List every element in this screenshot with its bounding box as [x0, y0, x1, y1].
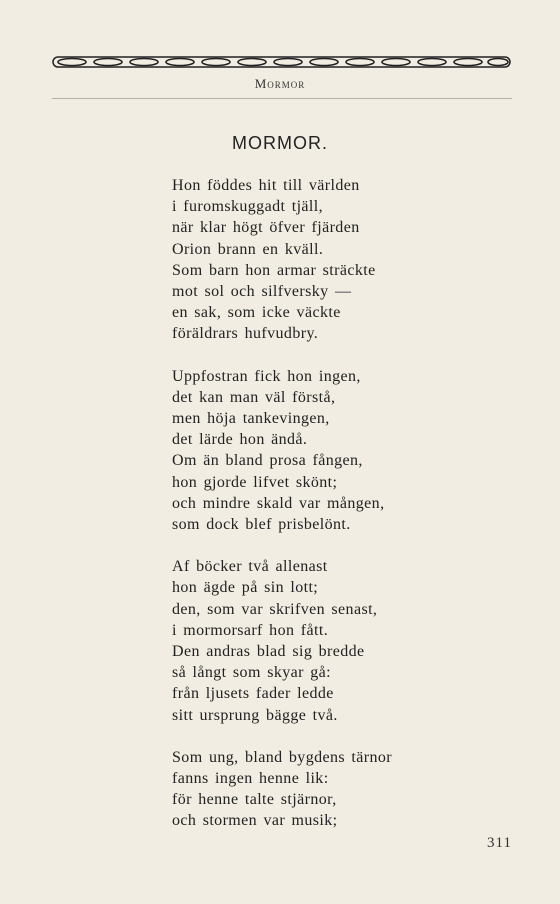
poem-line: och stormen var musik; [172, 812, 338, 830]
poem-line: hon gjorde lifvet skönt; [172, 473, 338, 491]
poem-line: Som ung, bland bygdens tärnor [172, 748, 393, 766]
poem-line: mot sol och silfversky — [172, 283, 352, 301]
poem-title: MORMOR. [232, 133, 328, 153]
stanza [172, 175, 512, 345]
poem-line: i mormorsarf hon fått. [172, 621, 329, 639]
poem-line: Hon föddes hit till världen [172, 177, 360, 194]
poem-line: hon ägde på sin lott; [172, 579, 319, 597]
poem-line: det lärde hon ändå. [172, 431, 308, 449]
stanza [172, 747, 512, 832]
poem-line: och mindre skald var mången, [172, 494, 385, 512]
poem-line: som dock blef prisbelönt. [172, 516, 351, 534]
poem-line: i furomskuggadt tjäll, [172, 198, 324, 216]
poem-line: Den andras blad sig bredde [172, 643, 365, 661]
poem-line: sitt ursprung bägge två. [172, 706, 338, 724]
poem-line: men höja tankevingen, [172, 410, 330, 428]
poem-line: Orion brann en kväll. [172, 240, 324, 258]
stanza [172, 556, 512, 726]
poem-line: föräldrars hufvudbry. [172, 325, 319, 343]
poem-line: fanns ingen henne lik: [172, 770, 329, 788]
poem-line: Af böcker två allenast [172, 558, 328, 576]
header-rule [52, 98, 512, 99]
poem-line: det kan man väl förstå, [172, 388, 336, 406]
poem-line: en sak, som icke väckte [172, 304, 341, 322]
poem-line: den, som var skrifven senast, [172, 600, 378, 618]
poem-body [172, 175, 512, 853]
poem-line: Uppfostran fick hon ingen, [172, 367, 361, 385]
poem-line: Som barn hon armar sträckte [172, 261, 376, 279]
chain-ornament-header [52, 55, 512, 69]
stanza [172, 366, 512, 536]
page-number: 311 [487, 835, 512, 851]
poem-line: Om än bland prosa fången, [172, 452, 363, 470]
running-head: Mormor [254, 76, 306, 91]
poem-line: från ljusets fader ledde [172, 685, 334, 703]
poem-line: så långt som skyar gå: [172, 664, 331, 682]
poem-line: för henne talte stjärnor, [172, 791, 337, 809]
poem-line: när klar högt öfver fjärden [172, 219, 360, 237]
